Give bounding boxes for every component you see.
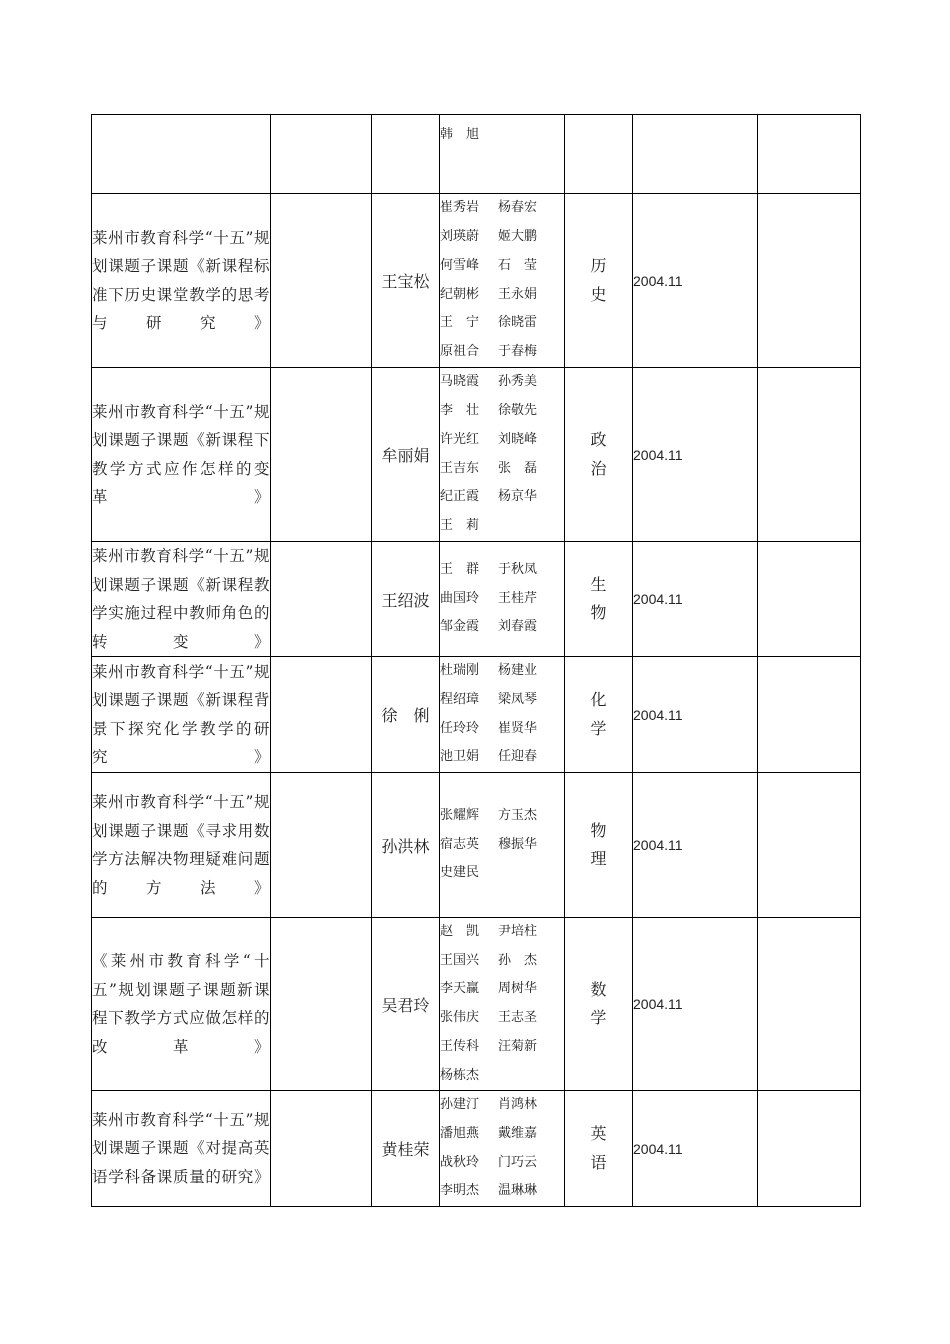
member-line [440, 426, 564, 455]
member-name: 原祖合 [440, 343, 480, 359]
table-row [92, 194, 861, 368]
member-name: 曲国玲 [440, 590, 480, 606]
subject-text: 历史 [590, 256, 607, 304]
blank-cell [271, 368, 372, 542]
leader-cell: 孙洪林 [372, 773, 440, 918]
member-line [440, 309, 564, 338]
leader-cell: 黄桂荣 [372, 1091, 440, 1207]
member-name: 纪正霞 [440, 489, 480, 505]
subject-text: 化学 [590, 690, 607, 738]
member-line [440, 1062, 564, 1091]
member-line [440, 715, 564, 744]
member-name: 杨京华 [498, 489, 538, 505]
member-line [440, 1177, 564, 1206]
subject-cell [565, 918, 633, 1091]
member-name: 池卫娟 [440, 749, 480, 765]
member-name: 崔贤华 [498, 720, 538, 736]
member-line [440, 556, 564, 585]
table-row [92, 542, 861, 657]
member-name: 战秋玲 [440, 1154, 480, 1170]
table-row [92, 115, 861, 194]
member-line [440, 585, 564, 614]
members-cell [440, 542, 565, 657]
table-row [92, 657, 861, 773]
member-name: 穆振华 [498, 836, 538, 852]
remark-cell [758, 657, 861, 773]
member-name: 于秋凤 [498, 561, 538, 577]
subject-text: 物理 [590, 820, 607, 868]
member-name: 徐晓雷 [498, 315, 538, 331]
member-line [440, 455, 564, 484]
blank-cell [271, 542, 372, 657]
table-row [92, 773, 861, 918]
remark-cell [758, 115, 861, 194]
member-name: 石 莹 [498, 257, 538, 273]
subject-cell [565, 773, 633, 918]
member-line [440, 1149, 564, 1178]
blank-cell [271, 773, 372, 918]
remark-cell [758, 1091, 861, 1207]
table-row [92, 368, 861, 542]
member-name: 王志圣 [498, 1010, 538, 1026]
member-name: 刘春霞 [498, 619, 538, 635]
member-name: 纪朝彬 [440, 286, 480, 302]
leader-cell [372, 115, 440, 194]
member-name: 赵 凯 [440, 924, 480, 939]
member-line [440, 743, 564, 772]
subject-cell [565, 368, 633, 542]
members-cell [440, 773, 565, 918]
member-line [440, 975, 564, 1004]
date-cell: 2004.11 [633, 542, 758, 657]
member-name: 杨春宏 [498, 200, 538, 216]
member-line [440, 859, 564, 888]
project-title-cell [92, 115, 271, 194]
member-line [440, 802, 564, 831]
blank-cell [271, 194, 372, 368]
leader-cell: 王绍波 [372, 542, 440, 657]
member-line [440, 1091, 564, 1120]
subject-text: 生物 [590, 574, 607, 622]
member-name: 张伟庆 [440, 1010, 480, 1026]
member-name: 王 群 [440, 561, 480, 577]
date-cell: 2004.11 [633, 1091, 758, 1207]
member-name: 何雪峰 [440, 257, 480, 273]
project-title-cell: 莱州市教育科学“十五”规划课题子课题《新课程下教学方式应作怎样的变革》 [92, 368, 271, 542]
leader-cell: 王宝松 [372, 194, 440, 368]
member-name: 史建民 [440, 865, 480, 881]
member-line [440, 1004, 564, 1033]
subject-cell [565, 657, 633, 773]
member-name: 姬大鹏 [498, 229, 538, 245]
table-row [92, 1091, 861, 1207]
project-title-cell: 《莱州市教育科学“十五”规划课题子课题新课程下教学方式应做怎样的改革》 [92, 918, 271, 1091]
member-name: 孙秀美 [498, 374, 538, 390]
date-cell: 2004.11 [633, 194, 758, 368]
member-name: 王国兴 [440, 952, 480, 968]
members-cell [440, 368, 565, 542]
leader-cell: 牟丽娟 [372, 368, 440, 542]
project-title-cell: 莱州市教育科学“十五”规划课题子课题《寻求用数学方法解决物理疑难问题的方法》 [92, 773, 271, 918]
member-name: 潘旭燕 [440, 1125, 480, 1141]
remark-cell [758, 773, 861, 918]
subject-cell [565, 194, 633, 368]
remark-cell [758, 194, 861, 368]
member-name: 李天赢 [440, 981, 480, 997]
subject-text: 政治 [590, 430, 607, 478]
remark-cell [758, 918, 861, 1091]
member-name: 方玉杰 [498, 807, 538, 823]
member-name: 梁凤琴 [498, 691, 538, 707]
leader-cell: 徐 俐 [372, 657, 440, 773]
member-line [440, 194, 564, 223]
member-line [440, 831, 564, 860]
subject-text: 数学 [590, 979, 607, 1028]
member-name: 刘晓峰 [498, 431, 538, 447]
member-name: 马晓霞 [440, 374, 480, 390]
blank-cell [271, 918, 372, 1091]
member-name: 王吉东 [440, 460, 480, 476]
member-line [440, 252, 564, 281]
date-cell: 2004.11 [633, 368, 758, 542]
table-body [92, 115, 861, 1207]
member-name: 温琳琳 [498, 1183, 538, 1199]
project-table [91, 114, 861, 1207]
member-name: 刘瑛蔚 [440, 229, 480, 245]
project-title-cell: 莱州市教育科学“十五”规划课题子课题《新课程标准下历史课堂教学的思考与研究》 [92, 194, 271, 368]
member-name: 徐敬先 [498, 403, 538, 419]
members-cell [440, 1091, 565, 1207]
subject-text: 英语 [590, 1124, 607, 1172]
member-name: 王 宁 [440, 315, 480, 331]
member-name: 杨建业 [498, 663, 538, 679]
date-cell: 2004.11 [633, 657, 758, 773]
member-name: 孙建汀 [440, 1097, 480, 1113]
member-name: 韩 旭 [440, 127, 480, 142]
member-name: 门巧云 [498, 1154, 538, 1170]
member-line [440, 397, 564, 426]
member-line [440, 512, 564, 541]
member-name [498, 859, 556, 888]
member-name: 任玲玲 [440, 720, 480, 736]
member-name: 王传科 [440, 1038, 480, 1054]
member-line [440, 1120, 564, 1149]
member-name: 王桂芹 [498, 590, 538, 606]
member-name: 张耀辉 [440, 807, 480, 823]
remark-cell [758, 542, 861, 657]
member-name: 宿志英 [440, 836, 480, 852]
member-name [498, 121, 556, 150]
member-name: 任迎春 [498, 749, 538, 765]
table-row [92, 918, 861, 1091]
member-name: 于春梅 [498, 343, 538, 359]
project-title-cell: 莱州市教育科学“十五”规划课题子课题《对提高英语学科备课质量的研究》 [92, 1091, 271, 1207]
members-cell [440, 918, 565, 1091]
members-cell [440, 115, 565, 194]
member-line [440, 368, 564, 397]
leader-cell: 吴君玲 [372, 918, 440, 1091]
member-name: 尹培柱 [498, 924, 538, 939]
member-name: 杜瑞刚 [440, 663, 480, 679]
member-line [440, 281, 564, 310]
member-name: 肖鸿林 [498, 1097, 538, 1113]
subject-cell [565, 542, 633, 657]
member-name: 程绍璋 [440, 691, 480, 707]
member-name: 许光红 [440, 431, 480, 447]
member-line [440, 918, 564, 947]
subject-cell [565, 1091, 633, 1207]
remark-cell [758, 368, 861, 542]
member-line [440, 223, 564, 252]
member-line [440, 483, 564, 512]
members-cell [440, 657, 565, 773]
member-name: 王永娟 [498, 286, 538, 302]
date-cell [633, 115, 758, 194]
member-name [498, 1062, 556, 1091]
blank-cell [271, 1091, 372, 1207]
member-line [440, 613, 564, 642]
member-name: 李明杰 [440, 1183, 480, 1199]
member-name: 张 磊 [498, 460, 538, 476]
subject-cell [565, 115, 633, 194]
member-name: 杨栋杰 [440, 1067, 480, 1083]
member-line [440, 338, 564, 367]
member-name: 孙 杰 [498, 952, 538, 968]
member-name: 周树华 [498, 981, 538, 997]
date-cell: 2004.11 [633, 773, 758, 918]
member-name: 邹金霞 [440, 619, 480, 635]
member-line [440, 121, 564, 150]
member-line [440, 657, 564, 686]
project-title-cell: 莱州市教育科学“十五”规划课题子课题《新课程教学实施过程中教师角色的转变》 [92, 542, 271, 657]
date-cell: 2004.11 [633, 918, 758, 1091]
member-line [440, 686, 564, 715]
members-cell [440, 194, 565, 368]
member-name: 崔秀岩 [440, 200, 480, 216]
member-name [498, 512, 556, 541]
blank-cell [271, 115, 372, 194]
member-name: 汪菊新 [498, 1038, 538, 1054]
blank-cell [271, 657, 372, 773]
project-title-cell: 莱州市教育科学“十五”规划课题子课题《新课程背景下探究化学教学的研究》 [92, 657, 271, 773]
member-line [440, 947, 564, 976]
member-line [440, 1033, 564, 1062]
member-name: 李 壮 [440, 403, 480, 419]
member-name: 王 莉 [440, 517, 480, 533]
member-name: 戴维嘉 [498, 1125, 538, 1141]
